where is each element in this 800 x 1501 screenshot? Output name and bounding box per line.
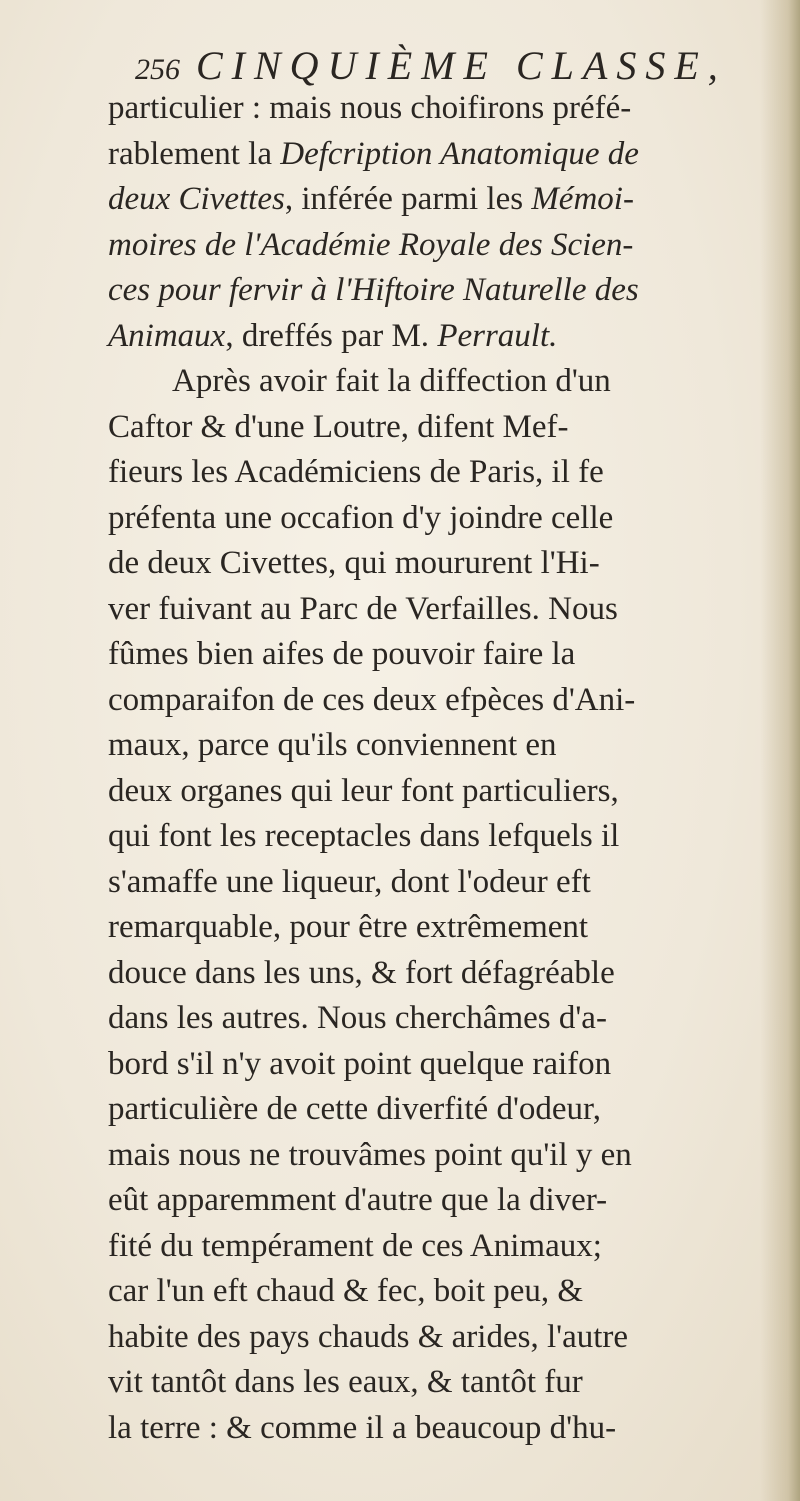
text-line: deux organes qui leur font particuliers, — [108, 772, 619, 809]
text-line: vit tantôt dans les eaux, & tantôt fur — [108, 1364, 583, 1400]
body-text — [108, 86, 748, 1451]
text-line: mais nous ne trouvâmes point qu'il y en — [108, 1136, 632, 1173]
page-number: 256 — [135, 53, 180, 86]
text-line: fité du tempérament de ces Animaux; — [108, 1227, 602, 1264]
text-line: particulier : mais nous choifirons préfé- — [108, 90, 632, 126]
text-line: fûmes bien aifes de pouvoir faire la — [108, 636, 576, 672]
text-line: dans les autres. Nous cherchâmes d'a- — [108, 1000, 607, 1036]
text-line: habite des pays chauds & arides, l'autre — [108, 1318, 629, 1355]
text-line: qui font les receptacles dans lefquels il — [108, 818, 620, 854]
text-line: comparaifon de ces deux efpèces d'Ani- — [108, 681, 636, 718]
text-line: s'amaffe une liqueur, dont l'odeur eft — [108, 863, 591, 900]
text-line: remarquable, pour être extrêmement — [108, 909, 589, 945]
text-line: ver fuivant au Parc de Verfailles. Nous — [108, 590, 618, 627]
text-line: Animaux, dreffés par M. Perrault. — [108, 317, 558, 354]
text-line: car l'un eft chaud & fec, boit peu, & — [108, 1273, 584, 1309]
paragraph-first-line: Après avoir fait la diffection d'un — [172, 363, 611, 399]
text-line: particulière de cette diverfité d'odeur, — [108, 1091, 601, 1127]
text-line: deux Civettes, inférée parmi les Mémoi- — [108, 181, 634, 217]
text-line: de deux Civettes, qui moururent l'Hi- — [108, 545, 600, 581]
text-line: fieurs les Académiciens de Paris, il fe — [108, 454, 604, 490]
text-line: bord s'il n'y avoit point quelque raifon — [108, 1045, 612, 1082]
text-line: eût apparemment d'autre que la diver- — [108, 1182, 608, 1218]
text-line: moires de l'Académie Royale des Scien- — [108, 226, 634, 263]
text-line: maux, parce qu'ils conviennent en — [108, 727, 557, 763]
running-title: CINQUIÈME CLASSE, — [196, 43, 727, 88]
text-line: préfenta une occafion d'y joindre celle — [108, 499, 614, 536]
text-line: ces pour fervir à l'Hiftoire Naturelle des — [108, 272, 639, 308]
text-line: douce dans les uns, & fort défagréable — [108, 954, 615, 991]
page-edge-shadow — [760, 0, 800, 1501]
text-line: Caftor & d'une Loutre, difent Mef- — [108, 408, 569, 445]
text-line: la terre : & comme il a beaucoup d'hu- — [108, 1409, 617, 1446]
text-line: rablement la Defcription Anatomique de — [108, 135, 639, 172]
